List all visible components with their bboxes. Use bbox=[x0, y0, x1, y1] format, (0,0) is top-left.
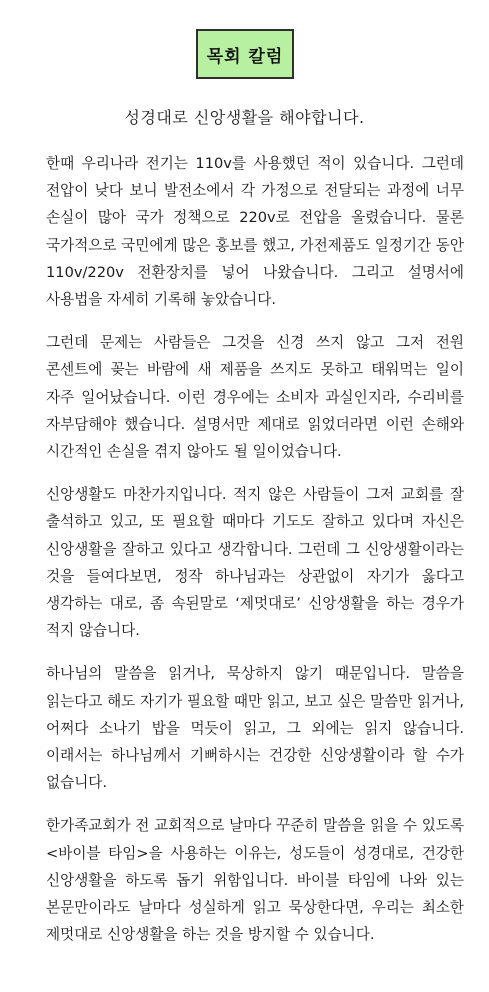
paragraph-5: 한가족교회가 전 교회적으로 날마다 꾸준히 말씀을 읽을 수 있도록 <바이블 타임>을 사용하는 이유는, 성도들이 성경대로, 건강한 신앙생활을 하도록 돕기 위함입니다. 바이블 타임에 나와 있는 본문만이라도 날마다 성실하게 읽고 묵상한다면, 우리는 최소한 제멋대로 신앙생활을 하는 것을 방지할 수 있습니다. bbox=[46, 817, 464, 944]
paragraph-3: 신앙생활도 마찬가지입니다. 적지 않은 사람들이 그저 교회를 잘 출석하고 있고, 또 필요할 때마다 기도도 잘하고 있다며 자신은 신앙생활을 잘하고 있다고 생각합니다. 그런데 그 신앙생활이라는 것을 들여다보면, 정작 하나님과는 상관없이 자기가 옳다고 생각하는 대로, 좀 속된말로 ‘제멋대로’ 신앙생활을 하는 경우가 적지 않습니다. bbox=[46, 486, 464, 640]
article-body bbox=[46, 150, 464, 964]
article-title: 성경대로 신앙생활을 해야합니다. bbox=[124, 108, 365, 127]
column-title-box bbox=[196, 29, 294, 79]
paragraph-1: 한때 우리나라 전기는 110v를 사용했던 적이 있습니다. 그런데 전압이 낮다 보니 발전소에서 각 가정으로 전달되는 과정에 너무 손실이 많아 국가 정책으로 220v로 전압을 올렸습니다. 물론 국가적으로 국민에게 많은 홍보를 했고, 가전제품도 일정기간 동안 110v/220v 전환장치를 넣어 나왔습니다. 그리고 설명서에 사용법을 자세히 기록해 놓았습니다. bbox=[46, 155, 464, 309]
paragraph-4: 하나님의 말씀을 읽거나, 묵상하지 않기 때문입니다. 말씀을 읽는다고 해도 자기가 필요할 때만 읽고, 보고 싶은 말씀만 읽거나, 어쩌다 소나기 밥을 먹듯이 읽고, 그 외에는 읽지 않습니다. 이래서는 하나님께서 기뻐하시는 건강한 신앙생활이라 할 수가 없습니다. bbox=[46, 665, 464, 792]
paragraph-2: 그런데 문제는 사람들은 그것을 신경 쓰지 않고 그저 전원 콘센트에 꽂는 바람에 새 제품을 쓰지도 못하고 태워먹는 일이 자주 일어났습니다. 이런 경우에는 소비자 과실인지라, 수리비를 자부담해야 했습니다. 설명서만 제대로 읽었더라면 이런 손해와 시간적인 손실을 겪지 않아도 될 일이었습니다. bbox=[46, 334, 464, 461]
column-title: 목회 칼럼 bbox=[206, 46, 284, 67]
